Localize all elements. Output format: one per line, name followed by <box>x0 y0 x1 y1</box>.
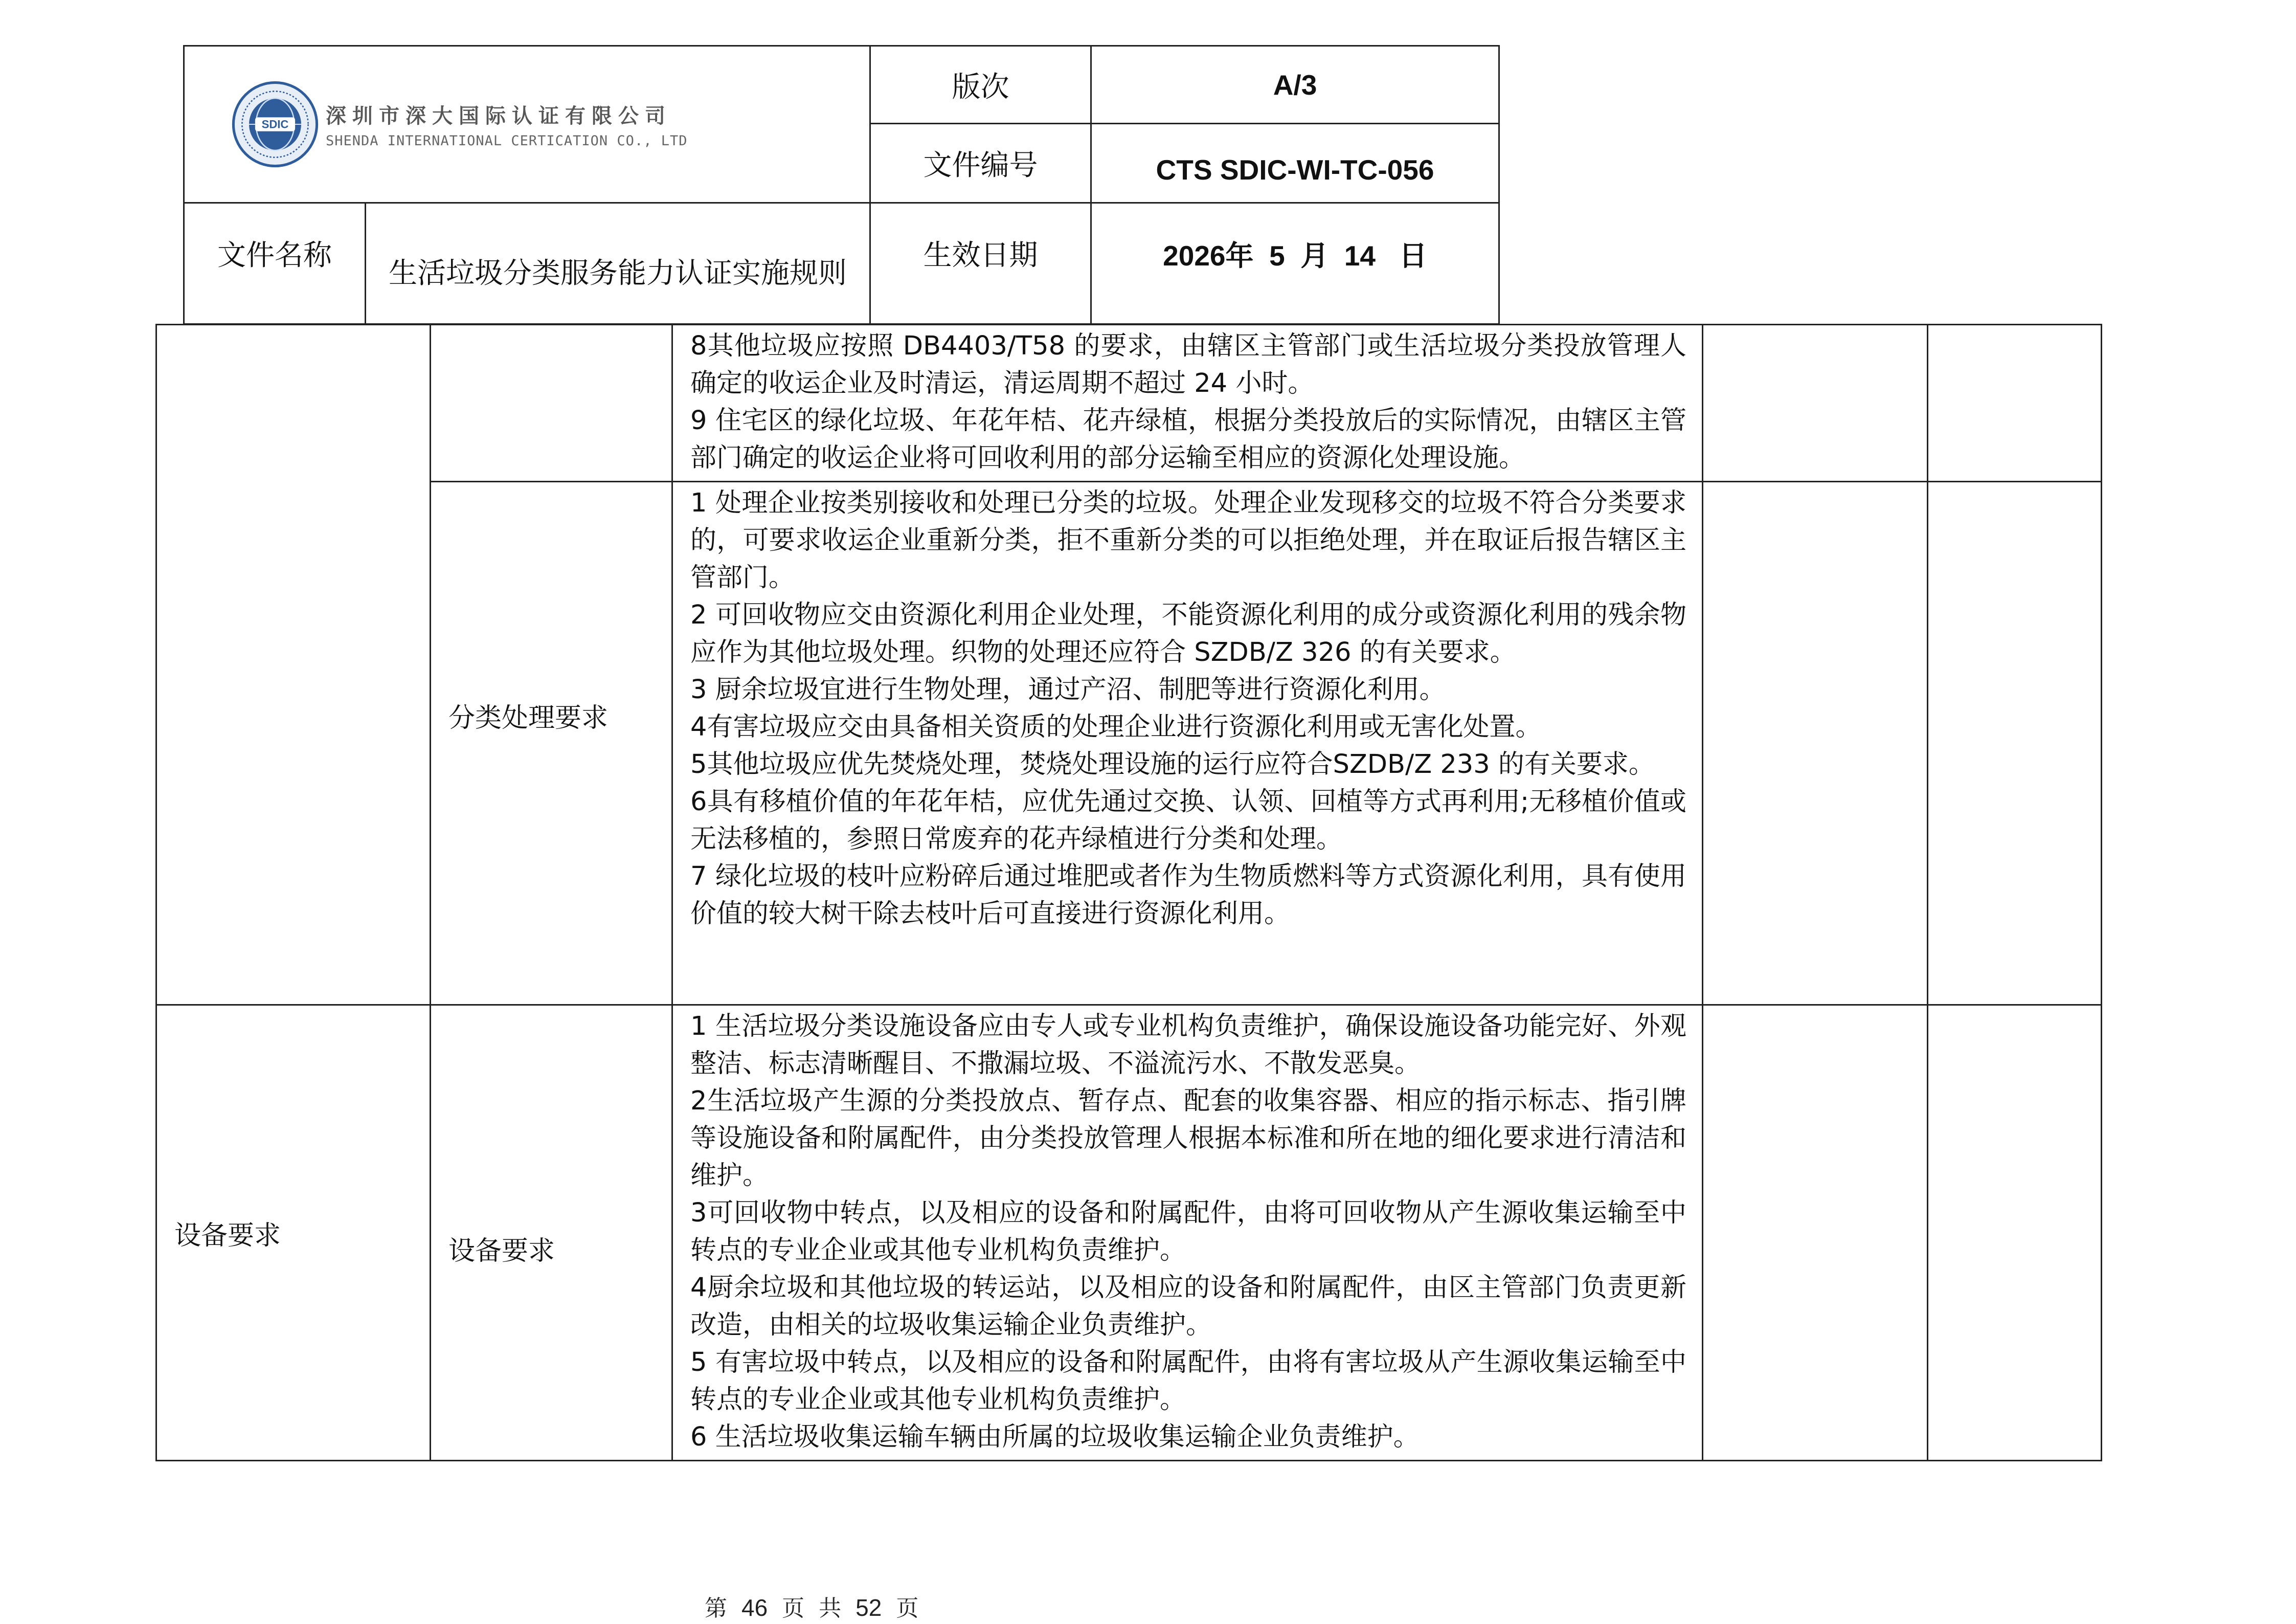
doc-name-value: 生活垃圾分类服务能力认证实施规则 <box>389 257 847 290</box>
table-row <box>156 325 2102 482</box>
document-header <box>183 45 1500 325</box>
logo-text: SDIC <box>261 118 289 131</box>
blank-cell <box>1703 482 1928 1005</box>
page-footer <box>705 1590 918 1622</box>
requirement-item: 2 可回收物应交由资源化利用企业处理，不能资源化利用的成分或资源化利用的残余物应作为其他垃圾处理。织物的处理还应符合 SZDB/Z 326 的有关要求。 <box>690 600 1686 668</box>
requirement-item: 1 处理企业按类别接收和处理已分类的垃圾。处理企业发现移交的垃圾不符合分类要求的，可要求收运企业重新分类，拒不重新分类的可以拒绝处理，并在取证后报告辖区主管部门。 <box>690 488 1686 593</box>
version-value: A/3 <box>1090 45 1500 124</box>
blank-cell <box>1928 325 2102 482</box>
category-cell: 设备要求 <box>156 1005 431 1461</box>
subcategory-cell: 设备要求 <box>431 1005 672 1461</box>
category-cell <box>156 325 431 1005</box>
sdic-seal-icon <box>232 81 319 168</box>
blank-cell <box>1703 325 1928 482</box>
doc-number-value: CTS SDIC-WI-TC-056 <box>1090 123 1500 204</box>
doc-number-label: 文件编号 <box>869 123 1092 204</box>
requirements-cell <box>672 325 1703 482</box>
page-number: 46 <box>741 1594 768 1621</box>
requirement-item: 4厨余垃圾和其他垃圾的转运站，以及相应的设备和附属配件，由区主管部门负责更新改造，由相关的垃圾收集运输企业负责维护。 <box>690 1273 1686 1340</box>
requirement-item: 1 生活垃圾分类设施设备应由专人或专业机构负责维护，确保设施设备功能完好、外观整洁、标志清晰醒目、不撒漏垃圾、不溢流污水、不散发恶臭。 <box>690 1011 1686 1079</box>
requirement-item: 2生活垃圾产生源的分类投放点、暂存点、配套的收集容器、相应的指示标志、指引牌等设施设备和附属配件，由分类投放管理人根据本标准和所在地的细化要求进行清洁和维护。 <box>690 1086 1686 1191</box>
company-logo-cell <box>183 45 871 204</box>
requirements-cell <box>672 1005 1703 1461</box>
requirement-item: 3可回收物中转点，以及相应的设备和附属配件，由将可回收物从产生源收集运输至中转点的专业企业或其他专业机构负责维护。 <box>690 1198 1686 1265</box>
effective-date-value: 2026年 5 月 14 日 <box>1090 202 1500 325</box>
requirement-item: 5 有害垃圾中转点，以及相应的设备和附属配件，由将有害垃圾从产生源收集运输至中转点的专业企业或其他专业机构负责维护。 <box>690 1347 1686 1415</box>
requirements-table <box>155 324 2102 1461</box>
company-name-cn: 深圳市深大国际认证有限公司 <box>326 104 671 128</box>
requirement-item: 4有害垃圾应交由具备相关资质的处理企业进行资源化利用或无害化处置。 <box>690 712 1542 742</box>
doc-name-cell <box>365 202 871 325</box>
requirement-item: 5其他垃圾应优先焚烧处理，焚烧处理设施的运行应符合SZDB/Z 233 的有关要求。 <box>690 749 1655 780</box>
effective-date-label: 生效日期 <box>869 202 1092 325</box>
requirements-cell <box>672 482 1703 1005</box>
requirement-item: 9 住宅区的绿化垃圾、年花年桔、花卉绿植，根据分类投放后的实际情况，由辖区主管部门确定的收运企业将可回收利用的部分运输至相应的资源化处理设施。 <box>690 406 1686 473</box>
company-name-en: SHENDA INTERNATIONAL CERTICATION CO., LTD <box>326 133 688 149</box>
version-label: 版次 <box>869 45 1092 124</box>
blank-cell <box>1928 482 2102 1005</box>
requirement-item: 7 绿化垃圾的枝叶应粉碎后通过堆肥或者作为生物质燃料等方式资源化利用，具有使用价值的较大树干除去枝叶后可直接进行资源化利用。 <box>690 861 1686 929</box>
table-row <box>156 1005 2102 1461</box>
requirement-item: 3 厨余垃圾宜进行生物处理，通过产沼、制肥等进行资源化利用。 <box>690 675 1446 705</box>
subcategory-cell <box>431 325 672 482</box>
blank-cell <box>1703 1005 1928 1461</box>
requirement-item: 6 生活垃圾收集运输车辆由所属的垃圾收集运输企业负责维护。 <box>690 1422 1420 1452</box>
footer-suffix: 页 <box>896 1595 919 1621</box>
company-logo <box>232 81 687 168</box>
footer-prefix: 第 <box>705 1595 727 1621</box>
requirement-item: 6具有移植价值的年花年桔，应优先通过交换、认领、回植等方式再利用;无移植价值或无法移植的，参照日常废弃的花卉绿植进行分类和处理。 <box>690 787 1686 854</box>
doc-name-label: 文件名称 <box>183 202 366 325</box>
subcategory-cell: 分类处理要求 <box>431 482 672 1005</box>
requirement-item: 8其他垃圾应按照 DB4403/T58 的要求，由辖区主管部门或生活垃圾分类投放管理人确定的收运企业及时清运，清运周期不超过 24 小时。 <box>690 331 1686 398</box>
table-row <box>156 482 2102 1005</box>
page-total: 52 <box>856 1594 882 1621</box>
blank-cell <box>1928 1005 2102 1461</box>
footer-middle: 页 共 <box>782 1595 842 1621</box>
